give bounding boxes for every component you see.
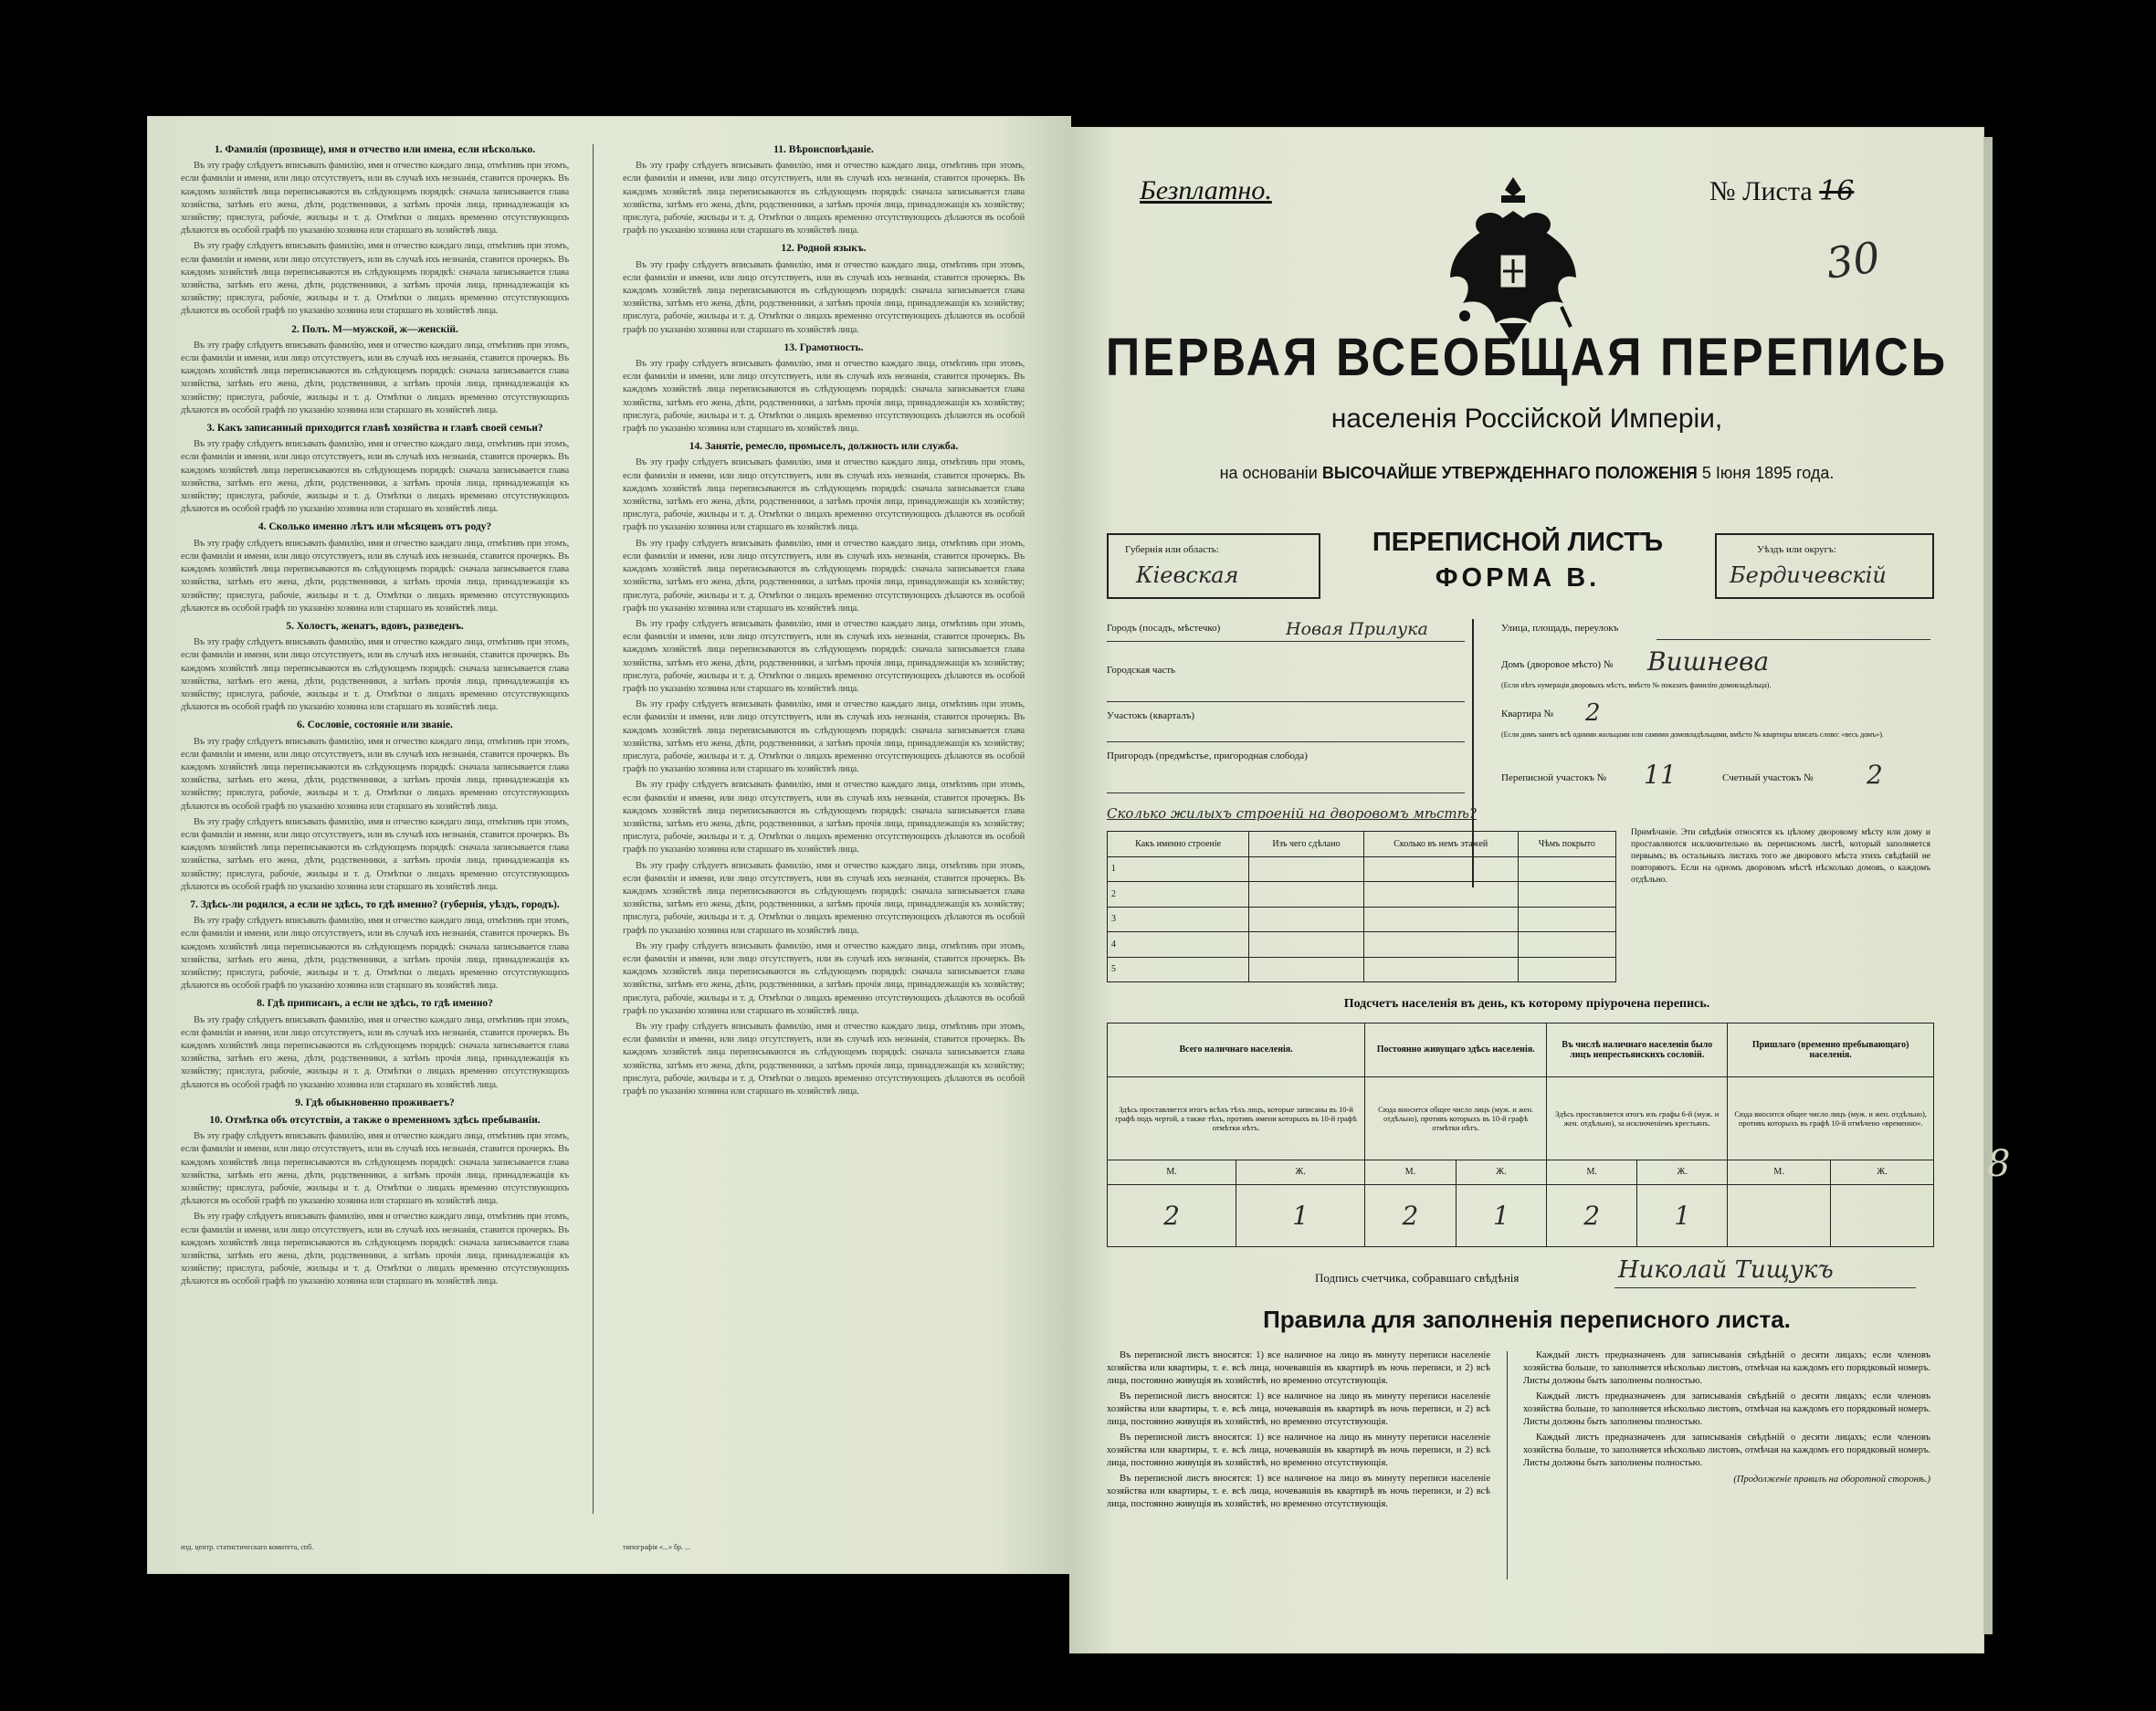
section-heading: 9. Гдѣ обыкновенно проживаетъ?: [295, 1097, 455, 1108]
buildings-question: Сколько жилыхъ строеній на дворовомъ мѣстѣ?: [1107, 805, 1477, 822]
section-text: Въ эту графу слѣдуетъ вписывать фамилію, имя и отчество каждаго лица, отмѣтивъ при этомъ, если фамиліи и имени, или лицо отсутствуетъ, или въ случаѣ ихъ незнанія, ставится прочеркъ. Въ каждомъ хозяйствѣ лица переписываются въ слѣдующемъ порядкѣ: сначала записывается глава хозяйства, затѣмъ его жена, дѣти, родственники, а затѣмъ прочія лица, принадлежащія къ хозяйству; прислуга, рабочіе, жильцы и т. д. Отмѣтки о лицахъ временно отсутствующихъ дѣлаются въ особой графѣ по указанію хозяина или старшаго въ хозяйствѣ лица.: [181, 161, 569, 236]
house-note: (Если нѣтъ нумерація дворовыхъ мѣстъ, вмѣсто № показать фамилію домовладѣльца).: [1501, 681, 1772, 689]
signature-value[interactable]: Николай Тищукъ: [1618, 1256, 1834, 1284]
buildings-table: [1107, 831, 1616, 982]
section-text: Въ эту графу слѣдуетъ вписывать фамилію, имя и отчество каждаго лица, отмѣтивъ при этомъ, если фамиліи и имени, или лицо отсутствуетъ, или въ случаѣ ихъ незнанія, ставится прочеркъ. Въ каждомъ хозяйствѣ лица переписываются въ слѣдующемъ порядкѣ: сначала записывается глава хозяйства, затѣмъ его жена, дѣти, родственники, а затѣмъ прочія лица, принадлежащія къ хозяйству; прислуга, рабочіе, жильцы и т. д. Отмѣтки о лицахъ временно отсутствующихъ дѣлаются въ особой графѣ по указанію хозяина или старшаго въ хозяйствѣ лица.: [623, 538, 1025, 614]
section-heading: 5. Холостъ, женатъ, вдовъ, разведенъ.: [286, 620, 464, 632]
summary-value[interactable]: 1: [1456, 1184, 1547, 1246]
apartment-note: (Если домъ занятъ всѣ одними жильцами или самими домовладѣльцами, вмѣсто № квартиры вписать слово: «весь домъ»).: [1501, 730, 1884, 739]
summary-group-title: Пришлаго (временно пребывающаго) населенія.: [1728, 1023, 1934, 1077]
summary-table: [1107, 1023, 1934, 1247]
house-label: Домъ (дворовое мѣсто) №: [1501, 659, 1614, 670]
rules-column-right: [1523, 1349, 1930, 1486]
section-text: Въ эту графу слѣдуетъ вписывать фамилію, имя и отчество каждаго лица, отмѣтивъ при этомъ, если фамиліи и имени, или лицо отсутствуетъ, или въ случаѣ ихъ незнанія, ставится прочеркъ. Въ каждомъ хозяйствѣ лица переписываются въ слѣдующемъ порядкѣ: сначала записывается глава хозяйства, затѣмъ его жена, дѣти, родственники, а затѣмъ прочія лица, принадлежащія къ хозяйству; прислуга, рабочіе, жильцы и т. д. Отмѣтки о лицахъ временно отсутствующихъ дѣлаются въ особой графѣ по указанію хозяина или старшаго въ хозяйствѣ лица.: [181, 1131, 569, 1207]
section-text: Въ эту графу слѣдуетъ вписывать фамилію, имя и отчество каждаго лица, отмѣтивъ при этомъ, если фамиліи и имени, или лицо отсутствуетъ, или въ случаѣ ихъ незнанія, ставится прочеркъ. Въ каждомъ хозяйствѣ лица переписываются въ слѣдующемъ порядкѣ: сначала записывается глава хозяйства, затѣмъ его жена, дѣти, родственники, а затѣмъ прочія лица, принадлежащія къ хозяйству; прислуга, рабочіе, жильцы и т. д. Отмѣтки о лицахъ временно отсутствующихъ дѣлаются въ особой графѣ по указанію хозяина или старшаго въ хозяйствѣ лица.: [623, 457, 1025, 533]
table-row: [1108, 907, 1616, 932]
legal-basis-prefix: на основаніи: [1219, 464, 1318, 482]
district-value[interactable]: Бердичевскій: [1730, 562, 1887, 588]
street-label: Улица, площадь, переулокъ: [1501, 623, 1619, 634]
city-line: [1107, 641, 1465, 642]
table-row: [1108, 882, 1616, 908]
form-title-line2: ФОРМА В.: [1435, 563, 1601, 593]
rules-text: Каждый листъ предназначенъ для записыванія свѣдѣній о десяти лицахъ; если членовъ хозяйства больше, то заполняется нѣсколько листовъ, отмѣчая на каждомъ его порядковый номеръ. Листы должны быть заполнены полностью.: [1523, 1350, 1930, 1386]
section-heading: 12. Родной языкъ.: [781, 243, 867, 255]
section-text: Въ эту графу слѣдуетъ вписывать фамилію, имя и отчество каждаго лица, отмѣтивъ при этомъ, если фамиліи и имени, или лицо отсутствуетъ, или въ случаѣ ихъ незнанія, ставится прочеркъ. Въ каждомъ хозяйствѣ лица переписываются въ слѣдующемъ порядкѣ: сначала записывается глава хозяйства, затѣмъ его жена, дѣти, родственники, а затѣмъ прочія лица, принадлежащія къ хозяйству; прислуга, рабочіе, жильцы и т. д. Отмѣтки о лицахъ временно отсутствующихъ дѣлаются въ особой графѣ по указанію хозяина или старшаго въ хозяйствѣ лица.: [181, 241, 569, 317]
section-text: Въ эту графу слѣдуетъ вписывать фамилію, имя и отчество каждаго лица, отмѣтивъ при этомъ, если фамиліи и имени, или лицо отсутствуетъ, или въ случаѣ ихъ незнанія, ставится прочеркъ. Въ каждомъ хозяйствѣ лица переписываются въ слѣдующемъ порядкѣ: сначала записывается глава хозяйства, затѣмъ его жена, дѣти, родственники, а затѣмъ прочія лица, принадлежащія къ хозяйству; прислуга, рабочіе, жильцы и т. д. Отмѣтки о лицахъ временно отсутствующихъ дѣлаются въ особой графѣ по указанію хозяина или старшаго въ хозяйствѣ лица.: [623, 699, 1025, 775]
legal-basis-main: ВЫСОЧАЙШЕ УТВЕРЖДЕННАГО ПОЛОЖЕНІЯ: [1321, 464, 1698, 482]
legal-basis-date: 5 Іюня 1895 года.: [1701, 464, 1835, 482]
census-subtitle: населенія Россійской Имперіи,: [1330, 404, 1723, 434]
margin-mark: 8: [1987, 1143, 2011, 1185]
section-heading: 6. Сословіе, состояніе или званіе.: [297, 719, 453, 731]
section-text: Въ эту графу слѣдуетъ вписывать фамилію, имя и отчество каждаго лица, отмѣтивъ при этомъ, если фамиліи и имени, или лицо отсутствуетъ, или въ случаѣ ихъ незнанія, ставится прочеркъ. Въ каждомъ хозяйствѣ лица переписываются въ слѣдующемъ порядкѣ: сначала записывается глава хозяйства, затѣмъ его жена, дѣти, родственники, а затѣмъ прочія лица, принадлежащія къ хозяйству; прислуга, рабочіе, жильцы и т. д. Отмѣтки о лицахъ временно отсутствующихъ дѣлаются въ особой графѣ по указанію хозяина или старшаго въ хозяйствѣ лица.: [181, 340, 569, 415]
summary-value[interactable]: 2: [1547, 1184, 1637, 1246]
city-value[interactable]: Новая Прилука: [1286, 619, 1428, 639]
summary-title: Подсчетъ населенія въ день, къ которому пріурочена перепись.: [1343, 997, 1710, 1011]
apartment-value[interactable]: 2: [1585, 699, 1601, 727]
footer-imprint-right: типографія «...» бр. ...: [623, 1543, 691, 1551]
section-heading: 11. Вѣроисповѣданіе.: [773, 144, 874, 155]
buildings-col-header: Изъ чего сдѣлано: [1249, 832, 1364, 857]
column-divider: [593, 144, 594, 1514]
section-heading: 13. Грамотность.: [784, 341, 864, 353]
section-text: Въ эту графу слѣдуетъ вписывать фамилію, имя и отчество каждаго лица, отмѣтивъ при этомъ, если фамиліи и имени, или лицо отсутствуетъ, или въ случаѣ ихъ незнанія, ставится прочеркъ. Въ каждомъ хозяйствѣ лица переписываются въ слѣдующемъ порядкѣ: сначала записывается глава хозяйства, затѣмъ его жена, дѣти, родственники, а затѣмъ прочія лица, принадлежащія къ хозяйству; прислуга, рабочіе, жильцы и т. д. Отмѣтки о лицахъ временно отсутствующихъ дѣлаются въ особой графѣ по указанію хозяина или старшаго въ хозяйствѣ лица.: [623, 940, 1025, 1016]
summary-value[interactable]: [1728, 1184, 1831, 1246]
district-label: Уѣздъ или округъ:: [1757, 544, 1836, 555]
precinct-line: [1107, 741, 1465, 742]
section-text: Въ эту графу слѣдуетъ вписывать фамилію, имя и отчество каждаго лица, отмѣтивъ при этомъ, если фамиліи и имени, или лицо отсутствуетъ, или въ случаѣ ихъ незнанія, ставится прочеркъ. Въ каждомъ хозяйствѣ лица переписываются въ слѣдующемъ порядкѣ: сначала записывается глава хозяйства, затѣмъ его жена, дѣти, родственники, а затѣмъ прочія лица, принадлежащія къ хозяйству; прислуга, рабочіе, жильцы и т. д. Отмѣтки о лицахъ временно отсутствующихъ дѣлаются въ особой графѣ по указанію хозяина или старшаго въ хозяйствѣ лица.: [623, 359, 1025, 435]
sheet-number-label: № Листа: [1709, 176, 1813, 206]
province-box: [1107, 533, 1320, 599]
row-number: 1: [1108, 856, 1249, 882]
section-heading: 14. Занятіе, ремесло, промыселъ, должность или служба.: [689, 441, 959, 453]
section-heading: 4. Сколько именно лѣтъ или мѣсяцевъ отъ роду?: [258, 521, 492, 533]
form-title: [1335, 528, 1700, 593]
section-text: Въ эту графу слѣдуетъ вписывать фамилію, имя и отчество каждаго лица, отмѣтивъ при этомъ, если фамиліи и имени, или лицо отсутствуетъ, или въ случаѣ ихъ незнанія, ставится прочеркъ. Въ каждомъ хозяйствѣ лица переписываются въ слѣдующемъ порядкѣ: сначала записывается глава хозяйства, затѣмъ его жена, дѣти, родственники, а затѣмъ прочія лица, принадлежащія къ хозяйству; прислуга, рабочіе, жильцы и т. д. Отмѣтки о лицахъ временно отсутствующихъ дѣлаются въ особой графѣ по указанію хозяина или старшаго въ хозяйствѣ лица.: [623, 860, 1025, 936]
right-page: [1070, 128, 1983, 1653]
rules-note: (Продолженіе правилъ на оборотной сторонѣ.): [1733, 1475, 1930, 1485]
gender-header: М.: [1547, 1160, 1637, 1184]
rules-column-left: [1107, 1349, 1490, 1514]
sheet-number-struck: 16: [1819, 175, 1855, 207]
summary-value[interactable]: [1830, 1184, 1933, 1246]
summary-value[interactable]: 1: [1236, 1184, 1365, 1246]
summary-group-desc: Здѣсь проставляется итогъ изъ графы 6-й (муж. и жен. отдѣльно), за исключеніемъ крестьянъ.: [1547, 1076, 1728, 1160]
section-text: Въ эту графу слѣдуетъ вписывать фамилію, имя и отчество каждаго лица, отмѣтивъ при этомъ, если фамиліи и имени, или лицо отсутствуетъ, или въ случаѣ ихъ незнанія, ставится прочеркъ. Въ каждомъ хозяйствѣ лица переписываются въ слѣдующемъ порядкѣ: сначала записывается глава хозяйства, затѣмъ его жена, дѣти, родственники, а затѣмъ прочія лица, принадлежащія къ хозяйству; прислуга, рабочіе, жильцы и т. д. Отмѣтки о лицахъ временно отсутствующихъ дѣлаются въ особой графѣ по указанію хозяина или старшаго въ хозяйствѣ лица.: [181, 916, 569, 992]
rules-text: Въ переписной листъ вносятся: 1) все наличное на лицо въ минуту переписи населеніе хозяйства или квартиры, т. е. всѣ лица, ночевавшія въ квартирѣ въ ночь переписи, и 2) всѣ лица, постоянно живущія въ хозяйствѣ, но временно отсутствующія.: [1107, 1350, 1490, 1386]
legal-basis: [1070, 464, 1983, 483]
apartment-label: Квартира №: [1501, 709, 1553, 719]
section-heading: 2. Полъ. М—мужской, ж—женскій.: [291, 323, 458, 335]
section-text: Въ эту графу слѣдуетъ вписывать фамилію, имя и отчество каждаго лица, отмѣтивъ при этомъ, если фамиліи и имени, или лицо отсутствуетъ, или въ случаѣ ихъ незнанія, ставится прочеркъ. Въ каждомъ хозяйствѣ лица переписываются въ слѣдующемъ порядкѣ: сначала записывается глава хозяйства, затѣмъ его жена, дѣти, родственники, а затѣмъ прочія лица, принадлежащія къ хозяйству; прислуга, рабочіе, жильцы и т. д. Отмѣтки о лицахъ временно отсутствующихъ дѣлаются въ особой графѣ по указанію хозяина или старшаго въ хозяйствѣ лица.: [623, 1022, 1025, 1097]
summary-group-desc: Сюда вносится общее число лицъ (муж. и жен. отдѣльно), противъ которыхъ въ 10-й графѣ отмѣтки нѣтъ.: [1365, 1076, 1547, 1160]
section-heading: 8. Гдѣ приписанъ, а если не здѣсь, то гдѣ именно?: [257, 998, 493, 1010]
section-text: Въ эту графу слѣдуетъ вписывать фамилію, имя и отчество каждаго лица, отмѣтивъ при этомъ, если фамиліи и имени, или лицо отсутствуетъ, или въ случаѣ ихъ незнанія, ставится прочеркъ. Въ каждомъ хозяйствѣ лица переписываются въ слѣдующемъ порядкѣ: сначала записывается глава хозяйства, затѣмъ его жена, дѣти, родственники, а затѣмъ прочія лица, принадлежащія къ хозяйству; прислуга, рабочіе, жильцы и т. д. Отмѣтки о лицахъ временно отсутствующихъ дѣлаются въ особой графѣ по указанію хозяина или старшаго въ хозяйствѣ лица.: [623, 259, 1025, 335]
buildings-col-header: Сколько въ немъ этажей: [1363, 832, 1518, 857]
rules-divider: [1507, 1351, 1508, 1580]
gender-header: Ж.: [1830, 1160, 1933, 1184]
sheet-number: [1709, 175, 1854, 207]
row-number: 5: [1108, 957, 1249, 982]
gender-header: Ж.: [1236, 1160, 1365, 1184]
city-part-line: [1107, 701, 1465, 702]
section-text: Въ эту графу слѣдуетъ вписывать фамилію, имя и отчество каждаго лица, отмѣтивъ при этомъ, если фамиліи и имени, или лицо отсутствуетъ, или въ случаѣ ихъ незнанія, ставится прочеркъ. Въ каждомъ хозяйствѣ лица переписываются въ слѣдующемъ порядкѣ: сначала записывается глава хозяйства, затѣмъ его жена, дѣти, родственники, а затѣмъ прочія лица, принадлежащія къ хозяйству; прислуга, рабочіе, жильцы и т. д. Отмѣтки о лицахъ временно отсутствующихъ дѣлаются въ особой графѣ по указанію хозяина или старшаго въ хозяйствѣ лица.: [623, 780, 1025, 856]
gender-header: Ж.: [1637, 1160, 1728, 1184]
row-number: 2: [1108, 882, 1249, 908]
summary-group-title: Въ числѣ наличнаго населенія было лицъ непрестьянскихъ сословій.: [1547, 1023, 1728, 1077]
precinct-label: Участокъ (кварталъ): [1107, 710, 1195, 721]
instructions-column-right: [623, 139, 1025, 1101]
province-value[interactable]: Кіевская: [1136, 562, 1239, 588]
buildings-note: Примѣчаніе. Эти свѣдѣнія относятся къ цѣлому дворовому мѣсту или дому и проставляются исключительно въ переписномъ листѣ, который заполняется первымъ; въ остальныхъ листахъ того же дворового мѣста этихъ свѣдѣній не повторяютъ. Если на одномъ дворовомъ мѣстѣ нѣсколько домовъ, о каждомъ отдѣльно.: [1631, 828, 1930, 885]
district-box: [1715, 533, 1934, 599]
instructions-column-left: [181, 139, 569, 1292]
census-district-label: Переписной участокъ №: [1501, 772, 1607, 783]
census-district-value[interactable]: 11: [1644, 760, 1677, 790]
free-label: Безплатно.: [1140, 175, 1272, 205]
gender-header: М.: [1728, 1160, 1831, 1184]
footer-imprint-left: изд. центр. статистическаго комитета, спб.: [181, 1543, 314, 1551]
page-edge: [1983, 137, 1993, 1634]
section-text: Въ эту графу слѣдуетъ вписывать фамилію, имя и отчество каждаго лица, отмѣтивъ при этомъ, если фамиліи и имени, или лицо отсутствуетъ, или въ случаѣ ихъ незнанія, ставится прочеркъ. Въ каждомъ хозяйствѣ лица переписываются въ слѣдующемъ порядкѣ: сначала записывается глава хозяйства, затѣмъ его жена, дѣти, родственники, а затѣмъ прочія лица, принадлежащія къ хозяйству; прислуга, рабочіе, жильцы и т. д. Отмѣтки о лицахъ временно отсутствующихъ дѣлаются въ особой графѣ по указанію хозяина или старшаго въ хозяйствѣ лица.: [181, 1014, 569, 1090]
section-heading: 3. Какъ записанный приходится главѣ хозяйства и главѣ своей семьи?: [206, 423, 543, 435]
summary-group-title: Постоянно живущаго здѣсь населенія.: [1365, 1023, 1547, 1077]
sheet-number-handwritten: 30: [1823, 232, 1884, 289]
section-text: Въ эту графу слѣдуетъ вписывать фамилію, имя и отчество каждаго лица, отмѣтивъ при этомъ, если фамиліи и имени, или лицо отсутствуетъ, или въ случаѣ ихъ незнанія, ставится прочеркъ. Въ каждомъ хозяйствѣ лица переписываются въ слѣдующемъ порядкѣ: сначала записывается глава хозяйства, затѣмъ его жена, дѣти, родственники, а затѣмъ прочія лица, принадлежащія къ хозяйству; прислуга, рабочіе, жильцы и т. д. Отмѣтки о лицахъ временно отсутствующихъ дѣлаются въ особой графѣ по указанію хозяина или старшаго въ хозяйствѣ лица.: [623, 161, 1025, 236]
rules-text: Каждый листъ предназначенъ для записыванія свѣдѣній о десяти лицахъ; если членовъ хозяйства больше, то заполняется нѣсколько листовъ, отмѣчая на каждомъ его порядковый номеръ. Листы должны быть заполнены полностью.: [1523, 1433, 1930, 1468]
gender-header: Ж.: [1456, 1160, 1547, 1184]
rules-text: Въ переписной листъ вносятся: 1) все наличное на лицо въ минуту переписи населеніе хозяйства или квартиры, т. е. всѣ лица, ночевавшія въ квартирѣ въ ночь переписи, и 2) всѣ лица, постоянно живущія въ хозяйствѣ, но временно отсутствующія.: [1107, 1433, 1490, 1468]
section-heading: 1. Фамилія (прозвище), имя и отчество или имена, если нѣсколько.: [214, 144, 536, 155]
section-text: Въ эту графу слѣдуетъ вписывать фамилію, имя и отчество каждаго лица, отмѣтивъ при этомъ, если фамиліи и имени, или лицо отсутствуетъ, или въ случаѣ ихъ незнанія, ставится прочеркъ. Въ каждомъ хозяйствѣ лица переписываются въ слѣдующемъ порядкѣ: сначала записывается глава хозяйства, затѣмъ его жена, дѣти, родственники, а затѣмъ прочія лица, принадлежащія къ хозяйству; прислуга, рабочіе, жильцы и т. д. Отмѣтки о лицахъ временно отсутствующихъ дѣлаются въ особой графѣ по указанію хозяина или старшаго въ хозяйствѣ лица.: [181, 736, 569, 812]
summary-value[interactable]: 2: [1365, 1184, 1457, 1246]
summary-group-desc: Здѣсь проставляется итогъ всѣхъ тѣхъ лицъ, которые записаны въ 10-й графѣ подъ чертой, а также тѣхъ, противъ имени которыхъ въ 10-й графѣ отмѣтки нѣтъ.: [1108, 1076, 1365, 1160]
buildings-col-header: Какъ именно строеніе: [1108, 832, 1249, 857]
rules-text: Въ переписной листъ вносятся: 1) все наличное на лицо въ минуту переписи населеніе хозяйства или квартиры, т. е. всѣ лица, ночевавшія въ квартирѣ въ ночь переписи, и 2) всѣ лица, постоянно живущія въ хозяйствѣ, но временно отсутствующія.: [1107, 1391, 1490, 1427]
section-text: Въ эту графу слѣдуетъ вписывать фамилію, имя и отчество каждаго лица, отмѣтивъ при этомъ, если фамиліи и имени, или лицо отсутствуетъ, или въ случаѣ ихъ незнанія, ставится прочеркъ. Въ каждомъ хозяйствѣ лица переписываются въ слѣдующемъ порядкѣ: сначала записывается глава хозяйства, затѣмъ его жена, дѣти, родственники, а затѣмъ прочія лица, принадлежащія къ хозяйству; прислуга, рабочіе, жильцы и т. д. Отмѣтки о лицахъ временно отсутствующихъ дѣлаются въ особой графѣ по указанію хозяина или старшаго въ хозяйствѣ лица.: [181, 538, 569, 614]
street-line: [1656, 639, 1930, 640]
form-title-line1: ПЕРЕПИСНОЙ ЛИСТЪ: [1372, 528, 1664, 557]
row-number: 4: [1108, 932, 1249, 958]
summary-group-title: Всего наличнаго населенія.: [1108, 1023, 1365, 1077]
table-row: [1108, 856, 1616, 882]
signature-label: Подпись счетчика, собравшаго свѣдѣнія: [1315, 1271, 1520, 1285]
suburb-label: Пригородъ (предмѣстье, пригородная слобода): [1107, 751, 1308, 761]
counting-district-label: Счетный участокъ №: [1722, 772, 1814, 783]
counting-district-value[interactable]: 2: [1867, 760, 1883, 790]
section-text: Въ эту графу слѣдуетъ вписывать фамилію, имя и отчество каждаго лица, отмѣтивъ при этомъ, если фамиліи и имени, или лицо отсутствуетъ, или въ случаѣ ихъ незнанія, ставится прочеркъ. Въ каждомъ хозяйствѣ лица переписываются въ слѣдующемъ порядкѣ: сначала записывается глава хозяйства, затѣмъ его жена, дѣти, родственники, а затѣмъ прочія лица, принадлежащія къ хозяйству; прислуга, рабочіе, жильцы и т. д. Отмѣтки о лицахъ временно отсутствующихъ дѣлаются въ особой графѣ по указанію хозяина или старшаго въ хозяйствѣ лица.: [181, 1212, 569, 1287]
rules-text: Въ переписной листъ вносятся: 1) все наличное на лицо въ минуту переписи населеніе хозяйства или квартиры, т. е. всѣ лица, ночевавшія въ квартирѣ въ ночь переписи, и 2) всѣ лица, постоянно живущія въ хозяйствѣ, но временно отсутствующія.: [1107, 1474, 1490, 1509]
table-row: [1108, 957, 1616, 982]
imperial-eagle-emblem-icon: [1445, 170, 1582, 352]
section-text: Въ эту графу слѣдуетъ вписывать фамилію, имя и отчество каждаго лица, отмѣтивъ при этомъ, если фамиліи и имени, или лицо отсутствуетъ, или въ случаѣ ихъ незнанія, ставится прочеркъ. Въ каждомъ хозяйствѣ лица переписываются въ слѣдующемъ порядкѣ: сначала записывается глава хозяйства, затѣмъ его жена, дѣти, родственники, а затѣмъ прочія лица, принадлежащія къ хозяйству; прислуга, рабочіе, жильцы и т. д. Отмѣтки о лицахъ временно отсутствующихъ дѣлаются въ особой графѣ по указанію хозяина или старшаго въ хозяйствѣ лица.: [181, 816, 569, 892]
rules-title: Правила для заполненія переписного листа.: [1263, 1306, 1791, 1333]
section-text: Въ эту графу слѣдуетъ вписывать фамилію, имя и отчество каждаго лица, отмѣтивъ при этомъ, если фамиліи и имени, или лицо отсутствуетъ, или въ случаѣ ихъ незнанія, ставится прочеркъ. Въ каждомъ хозяйствѣ лица переписываются въ слѣдующемъ порядкѣ: сначала записывается глава хозяйства, затѣмъ его жена, дѣти, родственники, а затѣмъ прочія лица, принадлежащія къ хозяйству; прислуга, рабочіе, жильцы и т. д. Отмѣтки о лицахъ временно отсутствующихъ дѣлаются въ особой графѣ по указанію хозяина или старшаго въ хозяйствѣ лица.: [181, 637, 569, 713]
section-heading: 10. Отмѣтка объ отсутствіи, а также о временномъ здѣсь пребываніи.: [209, 1115, 541, 1127]
summary-value[interactable]: 1: [1637, 1184, 1728, 1246]
summary-value[interactable]: 2: [1108, 1184, 1236, 1246]
city-part-label: Городская часть: [1107, 665, 1176, 676]
rules-text: Каждый листъ предназначенъ для записыванія свѣдѣній о десяти лицахъ; если членовъ хозяйства больше, то заполняется нѣсколько листовъ, отмѣчая на каждомъ его порядковый номеръ. Листы должны быть заполнены полностью.: [1523, 1391, 1930, 1427]
signature-line: [1614, 1287, 1916, 1288]
province-label: Губернія или область:: [1125, 544, 1219, 555]
left-page: [148, 117, 1070, 1573]
section-text: Въ эту графу слѣдуетъ вписывать фамилію, имя и отчество каждаго лица, отмѣтивъ при этомъ, если фамиліи и имени, или лицо отсутствуетъ, или въ случаѣ ихъ незнанія, ставится прочеркъ. Въ каждомъ хозяйствѣ лица переписываются въ слѣдующемъ порядкѣ: сначала записывается глава хозяйства, затѣмъ его жена, дѣти, родственники, а затѣмъ прочія лица, принадлежащія къ хозяйству; прислуга, рабочіе, жильцы и т. д. Отмѣтки о лицахъ временно отсутствующихъ дѣлаются въ особой графѣ по указанію хозяина или старшаго въ хозяйствѣ лица.: [181, 439, 569, 515]
section-text: Въ эту графу слѣдуетъ вписывать фамилію, имя и отчество каждаго лица, отмѣтивъ при этомъ, если фамиліи и имени, или лицо отсутствуетъ, или въ случаѣ ихъ незнанія, ставится прочеркъ. Въ каждомъ хозяйствѣ лица переписываются въ слѣдующемъ порядкѣ: сначала записывается глава хозяйства, затѣмъ его жена, дѣти, родственники, а затѣмъ прочія лица, принадлежащія къ хозяйству; прислуга, рабочіе, жильцы и т. д. Отмѣтки о лицахъ временно отсутствующихъ дѣлаются въ особой графѣ по указанію хозяина или старшаго въ хозяйствѣ лица.: [623, 618, 1025, 694]
census-title: ПЕРВАЯ ВСЕОБЩАЯ ПЕРЕПИСЬ: [1105, 328, 1949, 388]
house-value[interactable]: Вишнева: [1647, 646, 1770, 677]
city-label: Городъ (посадъ, мѣстечко): [1107, 623, 1221, 634]
gender-header: М.: [1108, 1160, 1236, 1184]
section-heading: 7. Здѣсь-ли родился, а если не здѣсь, то гдѣ именно? (губернія, уѣздъ, городъ).: [190, 898, 560, 910]
table-row: [1108, 932, 1616, 958]
buildings-col-header: Чѣмъ покрыто: [1518, 832, 1615, 857]
row-number: 3: [1108, 907, 1249, 932]
summary-group-desc: Сюда вносится общее число лицъ (муж. и жен. отдѣльно), противъ которыхъ въ графѣ 10-й отмѣчено «временно».: [1728, 1076, 1934, 1160]
gender-header: М.: [1365, 1160, 1457, 1184]
